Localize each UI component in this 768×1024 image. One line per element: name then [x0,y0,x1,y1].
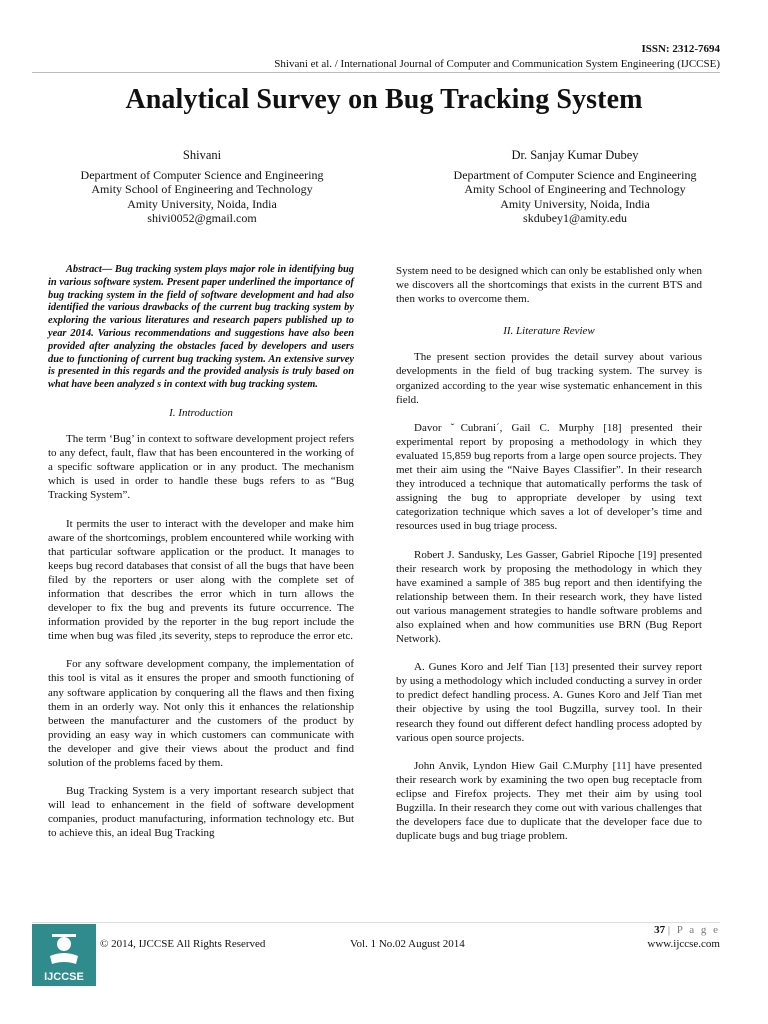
journal-url: www.ijccse.com [647,938,720,950]
journal-logo [32,924,96,986]
author-name: Shivani [182,148,222,162]
paragraph: For any software development company, the implementation of this tool is vital as it ensures the proper and smooth functioning of any software application by conquering all the flaws and then fixing them in an orderly way. Not only this it enhances the relationship between the manufacturer and the customers of the product by providing an easy way in which customers can communicate with the developer and give their views about the product and find solution of the problems faced by them. [48,658,354,770]
paragraph: The present section provides the detail survey about various developments in the field of bug tracking system. The survey is organized according to the year wise systematic enhancement in this field. [396,351,702,406]
page-number [654,924,720,936]
author-school: Amity School of Engineering and Technology [464,182,686,197]
section-heading-introduction: I. Introduction [169,406,233,419]
author-dept: Department of Computer Science and Engineering [453,168,697,183]
right-column [396,264,702,843]
author-email: skdubey1@amity.edu [523,210,627,225]
header-divider [32,72,720,73]
paragraph: The term ‘Bug’ in context to software development project refers to any defect, fault, flaw that has been encountered in the working of a specific software application or in any product. The mechanism which is used in order to handle these bugs refers to as “Bug Tracking System”. [48,433,354,502]
volume-info: Vol. 1 No.02 August 2014 [350,938,465,950]
paper-title: Analytical Survey on Bug Tracking System [125,84,643,115]
author-2 [432,148,718,225]
author-name: Dr. Sanjay Kumar Dubey [511,148,639,162]
left-column [48,264,354,841]
author-dept: Department of Computer Science and Engineering [80,168,324,183]
author-univ: Amity University, Noida, India [500,196,650,211]
section-heading-literature-review: II. Literature Review [503,325,595,338]
copyright: © 2014, IJCCSE All Rights Reserved [100,938,266,950]
paragraph: Davor ˇCubrani´, Gail C. Murphy [18] presented their experimental report by proposing a methodology in which they evaluated 15,859 bug reports from a large open source projects. They met their aim using the “Naive Bayes Classifier”. In their research they introduced a technique that automatically performs the task of assigning the bug to appropriate developer by using text categorization technique which saves a lot of developer’s time and resources used in bug triage process. [396,421,702,533]
journal-line: Shivani et al. / International Journal of Computer and Communication System Engineering (IJCCSE) [274,58,720,70]
logo-icon [32,924,96,986]
author-school: Amity School of Engineering and Technology [91,182,313,197]
paragraph: A. Gunes Koro and Jelf Tian [13] presented their survey report by using a methodology which included conducting a survey in order to predict defect handling process. A. Gunes Koro and Jelf Tian met their objective by using the tool Bugzilla, survey tool. In their research they found out different defect handling process adopted by various open source projects. [396,661,702,744]
logo-text: IJCCSE [44,971,84,983]
page-number-value: 37 [654,924,666,936]
issn: ISSN: 2312-7694 [641,43,720,55]
author-univ: Amity University, Noida, India [127,196,277,211]
paragraph: John Anvik, Lyndon Hiew Gail C.Murphy [11] have presented their research work by examining the two open bug receptacle from eclipse and Firefox projects. They met their aim by using tool Bugzilla. In their research they come out with various challenges that the developers face due to duplicate that the developer face due to duplicate bugs and bug triage problem. [396,759,702,843]
paragraph: Robert J. Sandusky, Les Gasser, Gabriel Ripoche [19] presented their research work by proposing the methodology in which they have examined a sample of 385 bug report and then identifying the relationship between them. In their research work, they have listed out various management strategies to handle software problems and also explained when and how communities use BRN (Bug Report Network). [396,548,702,646]
paragraph: It permits the user to interact with the developer and make him aware of the shortcomings, problem encountered while working with that particular software application or the product. It manages to keeps bug record databases that consist of all the bugs that have been filed by the reporters or user along with the complete set of information that describes the error which in turn allows the developer to fix the bug and prevents its future occurrence. The information provided by the reporter in the bug report include the time when bug was filed ,its severity, steps to reproduce the error etc. [48,517,354,643]
page-label: | P a g e [667,924,720,936]
footer-divider [32,922,720,923]
author-email: shivi0052@gmail.com [147,210,257,225]
abstract: Abstract— Bug tracking system plays major role in identifying bug in various software system. Present paper underlined the importance of bug tracking system in the field of software development and had also identified the various drawbacks of the current bug tracking system by exploring the various literatures and research papers published up to year 2014. Various recommendations and suggestions have also been provided after analyzing the obstacles faced by developers and users due to functioning of current bug tracking system. An extensive survey is presented in this regards and the provided analysis is truly based on what have been analyzed s in context with bug tracking system. [48,264,354,391]
paragraph: Bug Tracking System is a very important research subject that will lead to enhancement in the field of software development companies, product manufacturing, information technology etc. But to achieve this, an ideal Bug Tracking [48,785,354,840]
paragraph-continued: System need to be designed which can only be established only when we discovers all the shortcomings that exists in the current BTS and then works to overcome them. [396,265,702,306]
author-1 [62,148,342,225]
